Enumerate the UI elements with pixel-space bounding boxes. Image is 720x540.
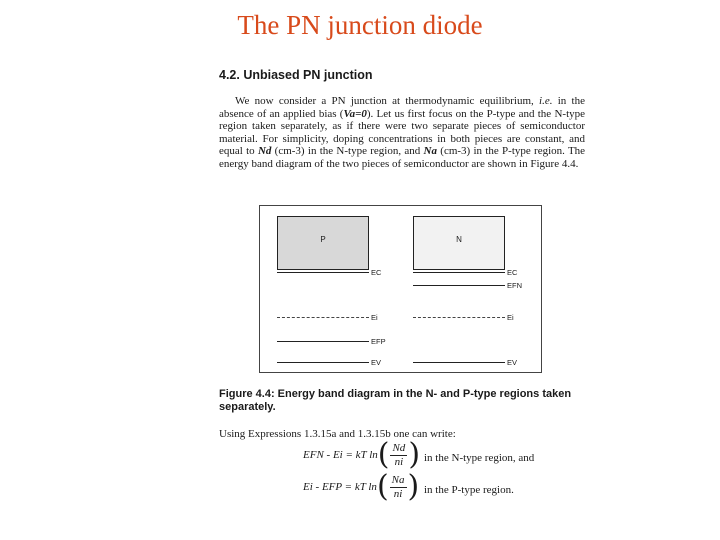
p-efp-line [277,341,369,342]
p-ei-label: Ei [371,313,378,322]
figure-caption: Figure 4.4: Energy band diagram in the N- and P-type regions taken separately. [219,388,572,413]
band-diagram-figure [259,205,542,373]
n-ei-label: Ei [507,313,514,322]
n-ei-line [413,317,505,318]
p-ev-label: EV [371,358,382,367]
para-text-1b: in the absence of an applied bias ( [219,95,585,120]
eq1-denominator: ni [394,455,404,468]
p-ec-label: EC [371,268,382,277]
p-ei-line [277,317,369,318]
eq1-numerator: Nd [392,441,406,454]
eq1-lhs: EFN - Ei = kT ln [303,449,378,461]
n-ev-label: EV [507,358,518,367]
para-text-1: We now consider a PN junction at thermodynamic equilibrium, [235,95,534,107]
para-text-2: ). Let us first focus on the P-type and the N-type region taken separately, as if there were two separate pieces of semiconductor material. For simplicity, doping concentrations in both pieces are constant, and equal to [219,107,586,158]
equation-efn: EFN - Ei = kT ln ( $\frac{Nd}{ni}$ ) [303,437,421,472]
n-ec-line [413,272,505,273]
p-efp-label: EFP [371,337,386,346]
body-paragraph [219,95,585,171]
eq2-fraction [390,474,407,501]
equation-efp: Ei - EFP = kT ln ( $\frac{Na}{ni}$ ) [303,469,420,504]
para-nd: Nd [257,145,272,158]
eq2-numerator: Na [391,473,405,486]
p-ev-line [277,362,369,363]
para-ie: i.e. [539,95,553,107]
n-efn-label: EFN [507,281,522,290]
para-va: Va=0 [343,107,367,120]
para-text-4: in the P-type region. The energy band diagram of the two pieces of semiconductor are shown in Figure 4.4. [219,145,586,170]
equations-intro: Using Expressions 1.3.15a and 1.3.15b one can write: [219,428,456,440]
eq2-suffix: in the P-type region. [424,484,514,496]
eq2-lhs: Ei - EFP = kT ln [303,481,377,493]
para-unit-2: (cm-3) [440,145,471,158]
n-efn-line [413,285,505,286]
slide-title: The PN junction diode [237,10,483,40]
section-heading: 4.2. Unbiased PN junction [219,68,373,82]
p-label: P [320,235,326,244]
eq1-fraction [390,442,407,469]
n-ec-label: EC [507,268,518,277]
n-ev-line [413,362,505,363]
p-type-block [277,216,369,270]
para-text-3: in the N-type region, and [307,145,421,158]
para-unit-1: (cm-3) [274,145,305,158]
n-label: N [456,235,462,244]
n-type-block [413,216,505,270]
eq2-denominator: ni [393,487,403,500]
p-ec-line [277,272,369,273]
eq1-suffix: in the N-type region, and [424,452,535,464]
para-na: Na [423,145,437,158]
